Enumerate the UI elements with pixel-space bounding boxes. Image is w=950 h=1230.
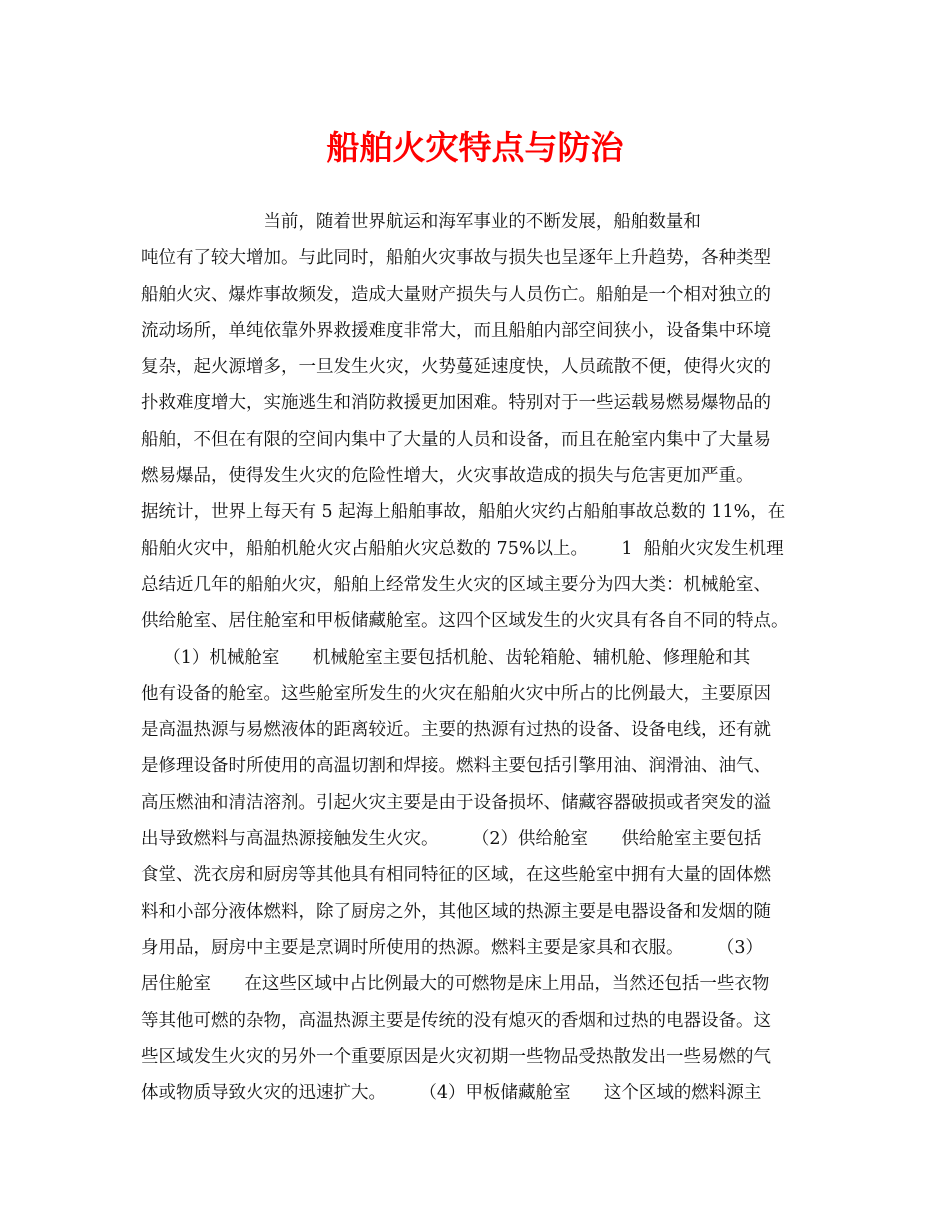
body-line: 流动场所，单纯依靠外界救援难度非常大，而且船舶内部空间狭小，设备集中环境 (141, 320, 771, 341)
body-line: 等其他可燃的杂物，高温热源主要是传统的没有熄灭的香烟和过热的电器设备。这 (141, 1010, 771, 1031)
body-line: 船舶，不但在有限的空间内集中了大量的人员和设备，而且在舱室内集中了大量易 (141, 429, 771, 450)
body-line: 料和小部分液体燃料，除了厨房之外，其他区域的热源主要是电器设备和发烟的随 (141, 901, 771, 922)
body-line: 些区域发生火灾的另外一个重要原因是火灾初期一些物品受热散发出一些易燃的气 (141, 1046, 771, 1067)
body-line: 扑救难度增大，实施逃生和消防救援更加困难。特别对于一些运载易燃易爆物品的 (141, 393, 771, 414)
body-line: 据统计，世界上每天有 5 起海上船舶事故，船舶火灾约占船舶事故总数的 11%，在 (141, 502, 786, 523)
body-line: 身用品，厨房中主要是烹调时所使用的热源。燃料主要是家具和衣服。 （3） (141, 937, 764, 958)
body-line: 吨位有了较大增加。与此同时，船舶火灾事故与损失也呈逐年上升趋势，各种类型 (141, 248, 771, 269)
body-line: 船舶火灾中，船舶机舱火灾占船舶火灾总数的 75%以上。 1 船舶火灾发生机理 (141, 538, 784, 559)
document-title: 船舶火灾特点与防治 (326, 128, 624, 167)
document-body (141, 204, 821, 1111)
body-line: 当前，随着世界航运和海军事业的不断发展，船舶数量和 (141, 212, 701, 232)
body-line: 食堂、洗衣房和厨房等其他具有相同特征的区域，在这些舱室中拥有大量的固体燃 (141, 865, 771, 886)
body-line: 是高温热源与易燃液体的距离较近。主要的热源有过热的设备、设备电线，还有就 (141, 720, 771, 741)
body-line: 居住舱室 在这些区域中占比例最大的可燃物是床上用品，当然还包括一些衣物 (141, 974, 770, 995)
body-line: 他有设备的舱室。这些舱室所发生的火灾在船舶火灾中所占的比例最大，主要原因 (141, 683, 771, 704)
body-line: 高压燃油和清洁溶剂。引起火灾主要是由于设备损坏、储藏容器破损或者突发的溢 (141, 792, 771, 813)
body-line: 是修理设备时所使用的高温切割和焊接。燃料主要包括引擎用油、润滑油、油气、 (141, 756, 771, 777)
body-line: 总结近几年的船舶火灾，船舶上经常发生火灾的区域主要分为四大类：机械舱室、 (141, 574, 771, 595)
body-line: 供给舱室、居住舱室和甲板储藏舱室。这四个区域发生的火灾具有各自不同的特点。 (141, 611, 789, 632)
body-line: 燃易爆品，使得发生火灾的危险性增大，火灾事故造成的损失与危害更加严重。 (141, 466, 754, 487)
body-line: 体或物质导致火灾的迅速扩大。 （4）甲板储藏舱室 这个区域的燃料源主 (141, 1083, 762, 1104)
body-line: 船舶火灾、爆炸事故频发，造成大量财产损失与人员伤亡。船舶是一个相对独立的 (141, 284, 771, 305)
body-line: 出导致燃料与高温热源接触发生火灾。 （2）供给舱室 供给舱室主要包括 (141, 829, 762, 850)
body-line: 复杂，起火源增多，一旦发生火灾，火势蔓延速度快，人员疏散不便，使得火灾的 (141, 357, 771, 378)
body-line: （1）机械舱室 机械舱室主要包括机舱、齿轮箱舱、辅机舱、修理舱和其 (141, 647, 751, 668)
